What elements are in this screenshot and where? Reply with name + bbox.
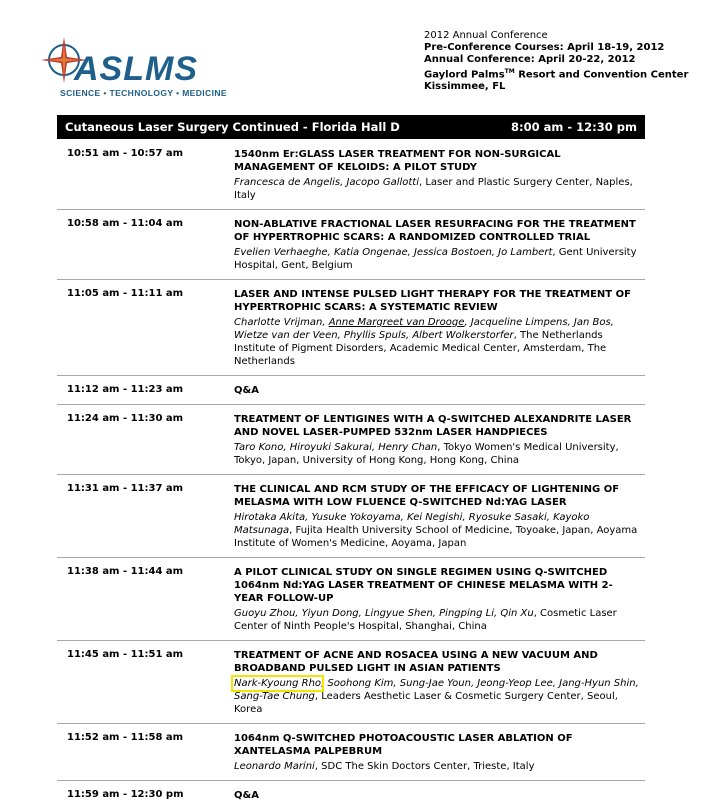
talk-authors <box>234 511 639 550</box>
schedule-row <box>57 376 645 405</box>
trademark-mark: TM <box>504 68 515 75</box>
affiliation: , Laser and Plastic Surgery Center, Naples, Italy <box>234 177 633 201</box>
conference-info <box>424 30 714 93</box>
affiliation: , Fujita Health University School of Medicine, Toyoake, Japan, Aoyama Institute of Women's Medicine, Aoyama, Japan <box>234 525 638 549</box>
talk-authors <box>234 607 639 633</box>
talk-title: Q&A <box>234 790 259 801</box>
schedule-row <box>57 558 645 641</box>
talk-title: A PILOT CLINICAL STUDY ON SINGLE REGIMEN USING Q-SWITCHED 1064nm Nd:YAG LASER TREATMENT OF CHINESE MELASMA WITH 2-YEAR FOLLOW-UP <box>234 567 613 604</box>
schedule-row <box>57 280 645 376</box>
author-names-rest: , Soohong Kim, Sung-Jae Youn, Jeong-Yeop Lee, Jang-Hyun Shin, Sang-Tae Chung <box>234 678 639 702</box>
talk-authors <box>234 176 639 202</box>
schedule-row <box>57 641 645 724</box>
talk-time: 11:45 am - 11:51 am <box>67 649 184 660</box>
author-names: Hirotaka Akita, Yusuke Yokoyama, Kei Negishi, Ryosuke Sasaki, Kayoko Matsunaga <box>234 512 590 536</box>
conference-year: 2012 Annual Conference <box>424 30 548 41</box>
talk-title: TREATMENT OF LENTIGINES WITH A Q-SWITCHED ALEXANDRITE LASER AND NOVEL LASER-PUMPED 532nm LASER HANDPIECES <box>234 414 632 438</box>
affiliation: , Gent University Hospital, Gent, Belgium <box>234 247 637 271</box>
talk-title: 1540nm Er:GLASS LASER TREATMENT FOR NON-SURGICAL MANAGEMENT OF KELOIDS: A PILOT STUDY <box>234 149 561 173</box>
schedule-row <box>57 210 645 280</box>
talk-time: 11:38 am - 11:44 am <box>67 566 184 577</box>
talk-title: NON-ABLATIVE FRACTIONAL LASER RESURFACING FOR THE TREATMENT OF HYPERTROPHIC SCARS: A RANDOMIZED CONTROLLED TRIAL <box>234 219 636 243</box>
schedule-list <box>57 140 645 809</box>
aslms-logo <box>34 36 227 102</box>
talk-authors <box>234 677 639 716</box>
talk-title: THE CLINICAL AND RCM STUDY OF THE EFFICACY OF LIGHTENING OF MELASMA WITH LOW FLUENCE Q-SWITCHED Nd:YAG LASER <box>234 484 620 508</box>
affiliation: , The Netherlands Institute of Pigment Disorders, Academic Medical Center, Amsterdam, The Netherlands <box>234 330 607 367</box>
affiliation: , Leaders Aesthetic Laser & Cosmetic Surgery Center, Seoul, Korea <box>234 691 618 715</box>
talk-time: 10:58 am - 11:04 am <box>67 218 184 229</box>
talk-title: TREATMENT OF ACNE AND ROSACEA USING A NEW VACUUM AND BROADBAND PULSED LIGHT IN ASIAN PATIENTS <box>234 650 598 674</box>
talk-authors <box>234 441 639 467</box>
talk-time: 11:52 am - 11:58 am <box>67 732 184 743</box>
talk-time: 11:24 am - 11:30 am <box>67 413 184 424</box>
annual-conference-dates: Annual Conference: April 20-22, 2012 <box>424 54 636 65</box>
session-header <box>57 115 645 139</box>
schedule-row <box>57 475 645 558</box>
highlighted-author: Nark-Kyoung Rho <box>234 678 322 689</box>
talk-authors <box>234 760 639 773</box>
talk-title: Q&A <box>234 385 259 396</box>
logo-wordmark: ASLMS <box>74 50 198 88</box>
schedule-row <box>57 405 645 475</box>
author-names: Leonardo Marini <box>234 761 315 772</box>
venue <box>424 66 714 81</box>
affiliation: , Tokyo Women's Medical University, Tokyo, Japan, University of Hong Kong, Hong Kong, China <box>234 442 619 466</box>
author-names: Charlotte Vrijman, <box>234 317 329 328</box>
session-time: 8:00 am - 12:30 pm <box>511 120 637 134</box>
venue-city: Kissimmee, FL <box>424 81 506 93</box>
presenting-author: Anne Margreet van Drooge <box>328 317 465 328</box>
pre-conference-dates: Pre-Conference Courses: April 18-19, 2012 <box>424 42 665 53</box>
talk-time: 11:31 am - 11:37 am <box>67 483 184 494</box>
talk-title: LASER AND INTENSE PULSED LIGHT THERAPY FOR THE TREATMENT OF HYPERTROPHIC SCARS: A SYSTEMATIC REVIEW <box>234 289 631 313</box>
talk-authors <box>234 316 639 368</box>
talk-title: 1064nm Q-SWITCHED PHOTOACOUSTIC LASER ABLATION OF XANTELASMA PALPEBRUM <box>234 733 573 757</box>
session-title: Cutaneous Laser Surgery Continued - Florida Hall D <box>65 120 400 134</box>
talk-authors <box>234 246 639 272</box>
venue-name: Gaylord Palms <box>424 69 505 81</box>
talk-time: 11:05 am - 11:11 am <box>67 288 184 299</box>
schedule-row <box>57 724 645 781</box>
talk-time: 11:59 am - 12:30 pm <box>67 789 184 800</box>
talk-time: 11:12 am - 11:23 am <box>67 384 184 395</box>
affiliation: , SDC The Skin Doctors Center, Trieste, Italy <box>314 761 535 772</box>
author-names: Evelien Verhaeghe, Katia Ongenae, Jessica Bostoen, Jo Lambert <box>234 247 553 258</box>
talk-time: 10:51 am - 10:57 am <box>67 148 184 159</box>
venue-suffix: Resort and Convention Center <box>514 69 689 81</box>
author-names-rest: , Jacqueline Limpens, Jan Bos, Wietze van der Veen, Phyllis Spuls, Albert Wolkerstorfer <box>234 317 614 341</box>
author-names: Taro Kono, Hiroyuki Sakurai, Henry Chan <box>234 442 438 453</box>
schedule-row <box>57 140 645 210</box>
author-names: Guoyu Zhou, Yiyun Dong, Lingyue Shen, Pingping Li, Qin Xu <box>234 608 534 619</box>
affiliation: , Cosmetic Laser Center of Ninth People's Hospital, Shanghai, China <box>234 608 617 632</box>
author-names: Francesca de Angelis, Jacopo Gallotti <box>234 177 419 188</box>
logo-tagline: SCIENCE • TECHNOLOGY • MEDICINE <box>60 88 227 98</box>
schedule-row <box>57 781 645 809</box>
